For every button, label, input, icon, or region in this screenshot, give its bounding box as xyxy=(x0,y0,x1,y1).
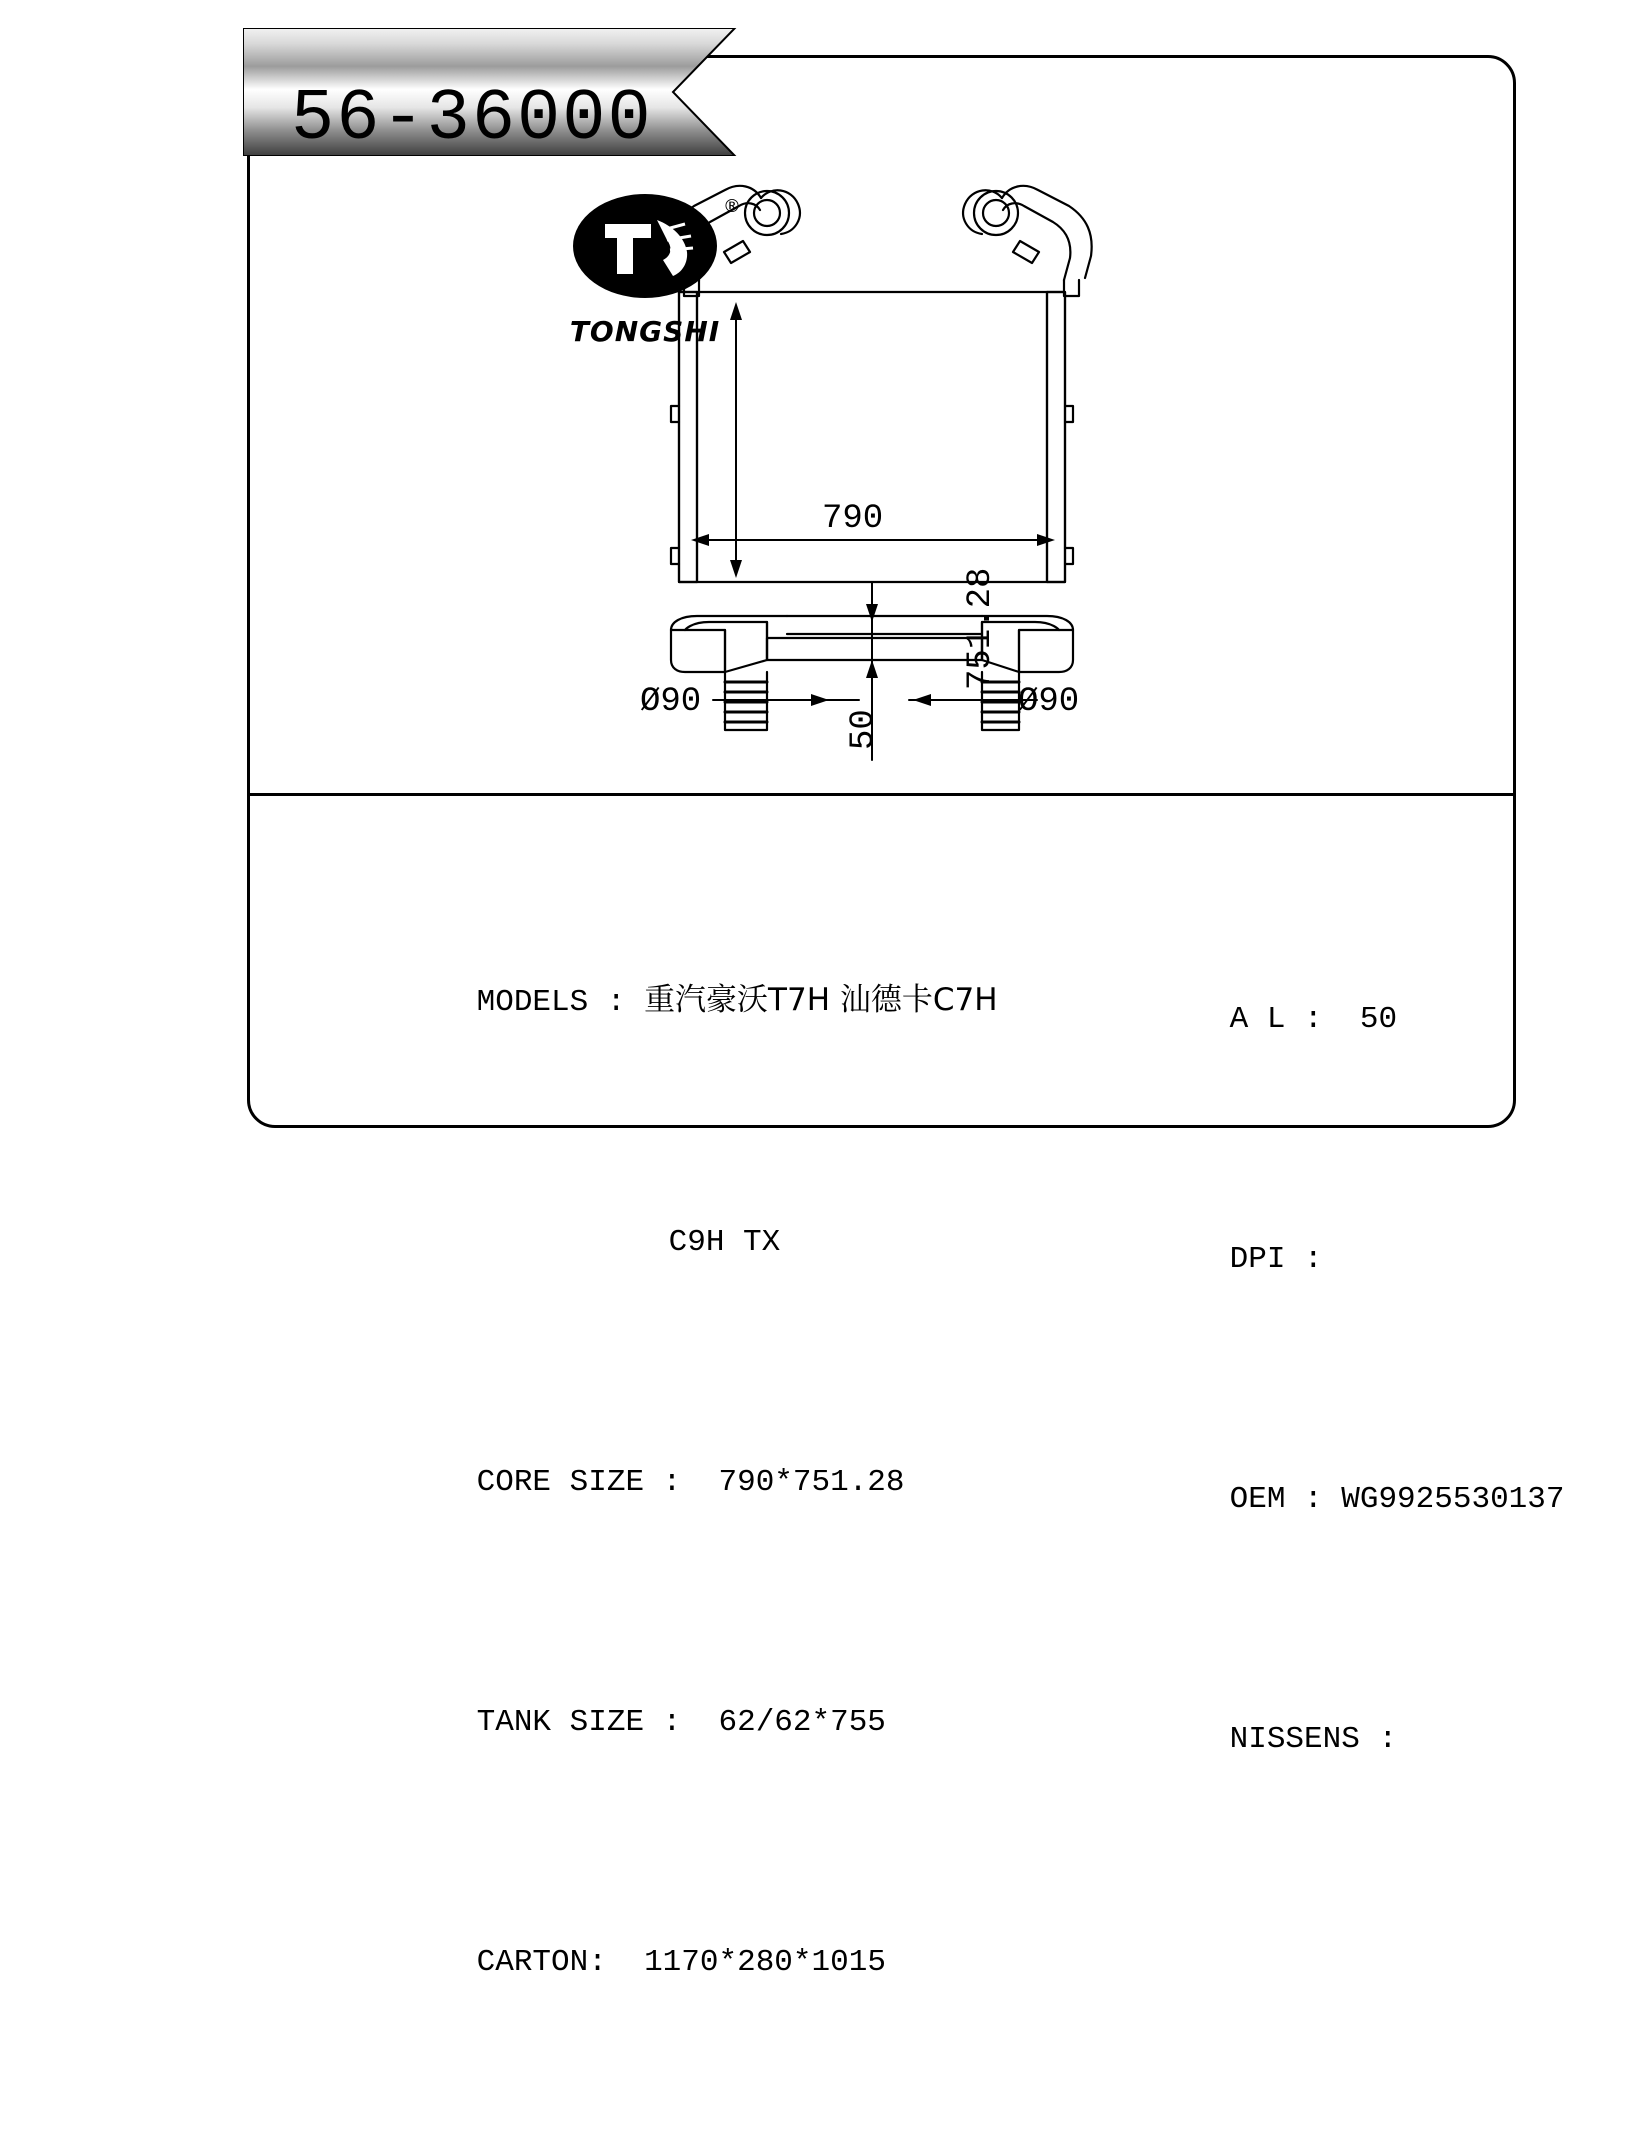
tongshi-logo-icon xyxy=(545,190,745,308)
spec-left-column xyxy=(365,832,1085,2131)
core-size-value: 790*751.28 xyxy=(718,1465,905,1500)
dimension-outlet-diameter-label: Ø90 xyxy=(1018,683,1080,721)
oem-value: WG9925530137 xyxy=(1341,1482,1565,1517)
spec-al-row xyxy=(1118,948,1518,1092)
carton-value: 1170*280*1015 xyxy=(644,1945,886,1980)
core-size-label: CORE SIZE : xyxy=(476,1465,682,1500)
al-value: 50 xyxy=(1359,1002,1398,1037)
dimension-height-label: 751.28 xyxy=(962,567,1000,690)
dimension-width-label: 790 xyxy=(822,500,884,538)
dimension-inlet-diameter-label: Ø90 xyxy=(640,683,702,721)
spec-tank-size-row xyxy=(365,1651,1085,1795)
product-drawing xyxy=(247,160,1516,793)
spec-dpi-row xyxy=(1118,1188,1518,1332)
section-divider xyxy=(250,793,1513,796)
part-number-text: 56-36000 xyxy=(291,78,653,160)
dimension-center-distance-label: 50 xyxy=(845,709,883,750)
models-value-line2: C9H TX xyxy=(668,1225,781,1260)
carton-label: CARTON: xyxy=(476,1945,607,1980)
al-label: A L : xyxy=(1229,1002,1323,1037)
brand-name: TONGSHI xyxy=(569,315,721,348)
registered-mark: ® xyxy=(723,196,741,217)
spec-nissens-row xyxy=(1118,1668,1518,1812)
tank-size-label: TANK SIZE : xyxy=(476,1705,682,1740)
part-number-banner xyxy=(243,28,743,160)
brand-logo xyxy=(545,190,745,348)
nissens-label: NISSENS : xyxy=(1229,1722,1398,1757)
models-label: MODELS : xyxy=(476,985,626,1020)
tank-size-value: 62/62*755 xyxy=(718,1705,886,1740)
models-value: 重汽豪沃T7H 汕德卡C7H xyxy=(644,982,998,1018)
spec-models-row xyxy=(365,928,1085,1075)
oem-label: OEM : xyxy=(1229,1482,1323,1517)
spec-carton-row xyxy=(365,1891,1085,2035)
spec-right-column xyxy=(1118,852,1565,1908)
spec-models-row-2 xyxy=(365,1171,1085,1315)
dpi-label: DPI : xyxy=(1229,1242,1323,1277)
spec-oem-row xyxy=(1118,1428,1565,1572)
spec-core-size-row xyxy=(365,1411,1085,1555)
intercooler-drawing xyxy=(247,160,1516,793)
